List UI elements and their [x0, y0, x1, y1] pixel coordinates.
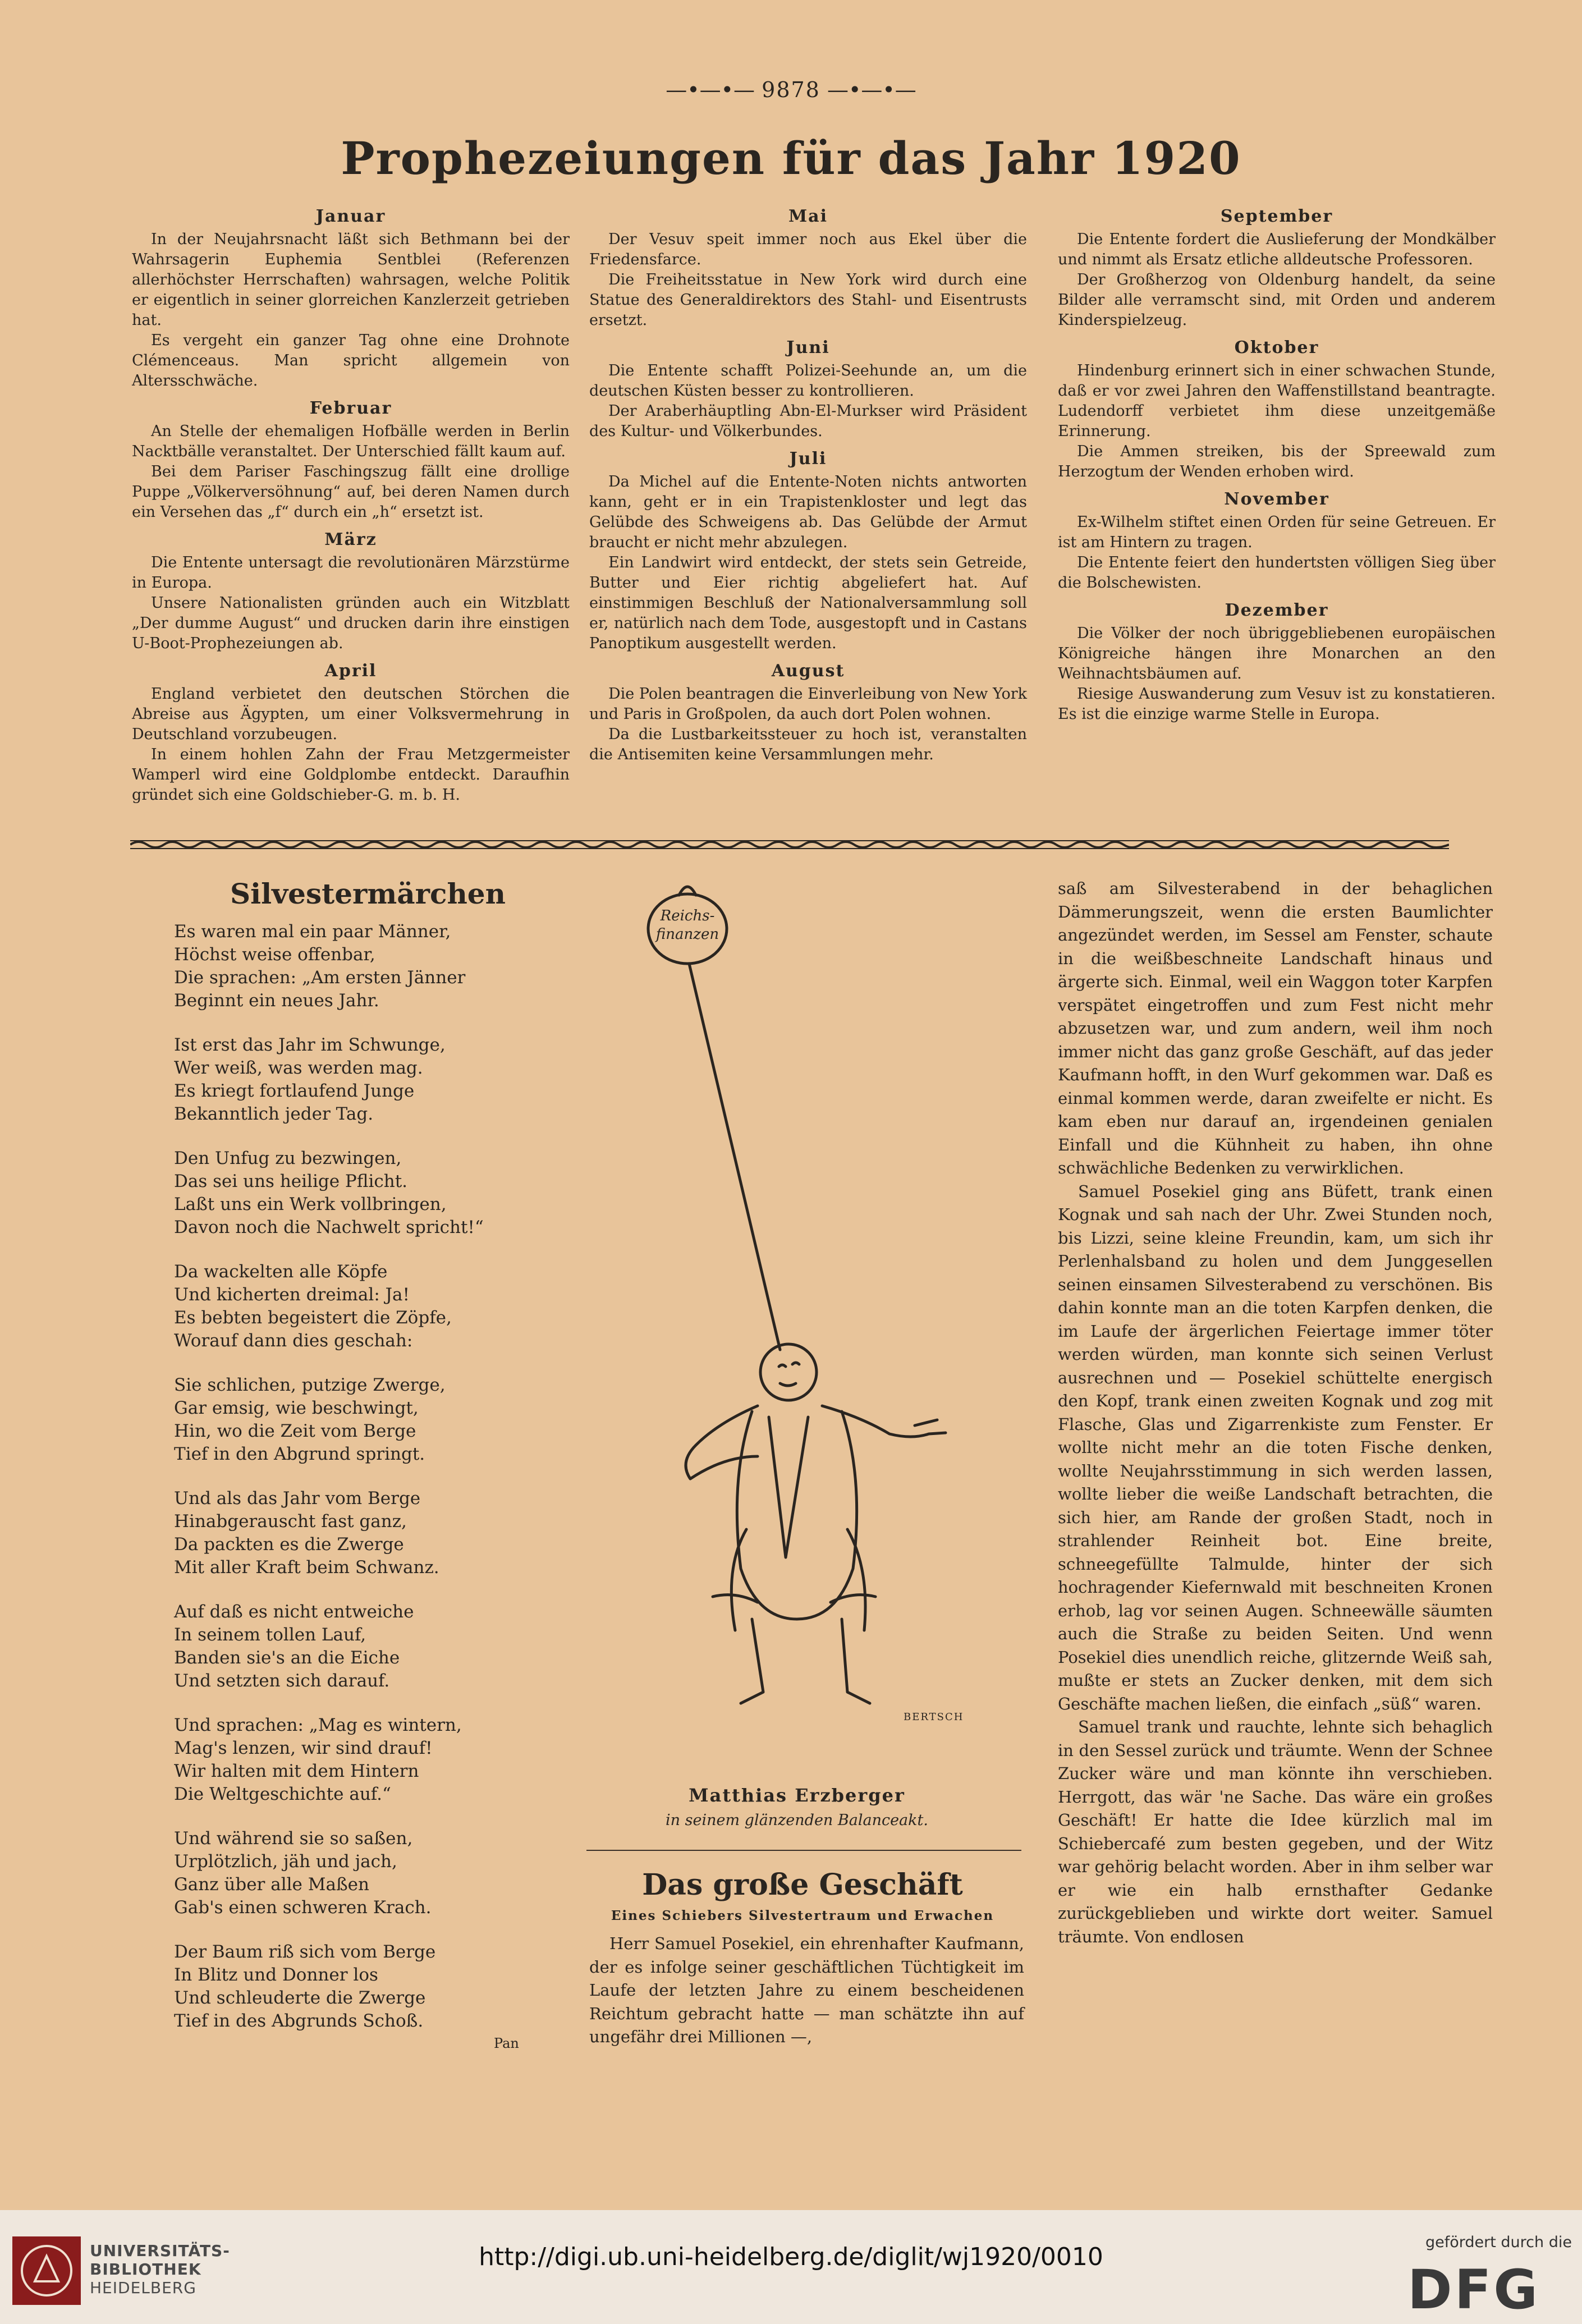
- balloon-text-2: finanzen: [655, 926, 719, 943]
- month-heading: August: [771, 661, 845, 681]
- artist-signature: BERTSCH: [904, 1711, 964, 1723]
- month-heading: Mai: [788, 207, 828, 226]
- month-february: Februar An Stelle der ehemaligen Hofbälle werden in Berlin Nacktbälle veranstaltet. Der Unterschied fällt kaum auf. Bei dem Pariser Faschingszug fällt eine drollige Puppe „Völkerversöhnung“ auf, bei deren Namen durch ein Versehen das „f“ durch ein „h“ ersetzt ist.: [132, 396, 570, 522]
- months-column-1: [132, 199, 570, 805]
- footer-bar: [0, 2210, 1582, 2324]
- month-heading: Dezember: [1225, 601, 1329, 620]
- poem-stanza: Und während sie so saßen, Urplötzlich, jäh und jach, Ganz über alle Maßen Gab's einen schweren Krach.: [174, 1828, 432, 1918]
- month-november: November Ex-Wilhelm stiftet einen Orden für seine Getreuen. Er ist am Hintern zu tragen. Die Entente feiert den hundertsten völligen Sieg über die Bolschewisten.: [1058, 487, 1496, 593]
- story-text-part-a: Herr Samuel Posekiel, ein ehrenhafter Kaufmann, der es infolge seiner geschäftlichen Tüchtigkeit im Laufe der letzten Jahre zu einem bescheidenen Reichtum gebracht hatte — man schätzte ihn auf ungefähr drei Millionen —,: [589, 1934, 1024, 2046]
- month-december: Dezember Die Völker der noch übriggebliebenen europäischen Königreiche hängen ihre Monarchen an den Weihnachtsbäumen auf. Riesige Auswanderung zum Vesuv ist zu konstatieren. Es ist die einzige warme Stelle in Europa.: [1058, 598, 1496, 725]
- month-may: Mai Der Vesuv speit immer noch aus Ekel über die Friedensfarce. Die Freiheitsstatue in New York wird durch eine Statue des Generaldirektors des Stahl- und Eisentrusts ersetzt.: [589, 204, 1027, 331]
- month-january: Januar In der Neujahrsnacht läßt sich Bethmann bei der Wahrsagerin Euphemia Sentblei (Referenzen allerhöchster Herrschaften) wahrsagen, welche Politik er eigentlich in seiner glorreichen Kanzlerzeit getrieben hat. Es vergeht ein ganzer Tag ohne eine Drohnote Clémenceaus. Man spricht allgemein von Altersschwäche.: [132, 204, 570, 391]
- poem-title: Silvestermärchen: [230, 877, 506, 910]
- month-heading: Februar: [309, 398, 392, 418]
- month-heading: April: [324, 661, 377, 681]
- university-library-name: UNIVERSITÄTS- BIBLIOTHEK HEIDELBERG: [90, 2242, 230, 2297]
- page-title: Prophezeiungen für das Jahr 1920: [341, 132, 1241, 185]
- month-heading: März: [324, 530, 377, 549]
- poem-stanza: Der Baum riß sich vom Berge In Blitz und Donner los Und schleuderte die Zwerge Tief in des Abgrunds Schoß.: [174, 1942, 436, 2031]
- month-heading: Juli: [789, 449, 827, 469]
- month-april: April England verbietet den deutschen Störchen die Abreise aus Ägypten, um einer Volksvermehrung in Deutschland vorzubeugen. In einem hohlen Zahn der Frau Metzgermeister Wamperl wird eine Goldplombe entdeckt. Daraufhin gründet sich eine Goldschieber-G. m. b. H.: [132, 658, 570, 805]
- poem-stanza: Sie schlichen, putzige Zwerge, Gar emsig, wie beschwingt, Hin, wo die Zeit vom Berge Tief in den Abgrund springt.: [174, 1375, 446, 1464]
- illustration-caption-subtitle: in seinem glänzenden Balanceakt.: [666, 1812, 928, 1829]
- ornamental-divider: [130, 837, 1449, 852]
- poem-stanza: Den Unfug zu bezwingen, Das sei uns heilige Pflicht. Laßt uns ein Werk vollbringen, Davon noch die Nachwelt spricht!“: [174, 1148, 484, 1237]
- poem-author: Pan: [494, 2036, 519, 2051]
- poem-stanza: Da wackelten alle Köpfe Und kicherten dreimal: Ja! Es bebten begeistert die Zöpfe, Worauf dann dies geschah:: [174, 1262, 452, 1351]
- dfg-logo: DFG: [1407, 2258, 1540, 2321]
- poem-stanza: Und sprachen: „Mag es wintern, Mag's lenzen, wir sind drauf! Wir halten mit dem Hintern Die Weltgeschichte auf.“: [174, 1715, 462, 1804]
- poem-stanza: Es waren mal ein paar Männer, Höchst weise offenbar, Die sprachen: „Am ersten Jänner Beginnt ein neues Jahr.: [174, 922, 466, 1011]
- story-text-part-b: saß am Silvesterabend in der behaglichen Dämmerungszeit, wenn die ersten Baumlichter angezündet werden, im Sessel am Fenster, schaute in die weißbeschneite Landschaft hinaus und ärgerte sich. Einmal, weil ein Waggon toter Karpfen verspätet eingetroffen und zum Fest nicht mehr abzusetzen war, und zum andern, weil ihm noch immer nicht das ganz große Geschäft, auf das jeder Kaufmann hofft, in den Wurf gekommen war. Daß es einmal kommen werde, daran zweifelte er nicht. Es kam eben nur darauf an, irgendeinen genialen Einfall und die Kühnheit zu haben, ihn ohne schwächliche Bedenken zu verwirklichen. Samuel Posekiel ging ans Büfett, trank einen Kognak und sah nach der Uhr. Zwei Stunden noch, bis Lizzi, seine kleine Freundin, kam, um sich ihr Perlenhalsband zu holen und dem Junggesellen seinen einsamen Silvesterabend zu verschönen. Bis dahin konnte man an die toten Karpfen denken, die im Laufe der ärgerlichen Feiertage immer töter werden würden, man konnte sich seinen Verlust ausrechnen und — Posekiel schüttelte energisch den Kopf, trank einen zweiten Kognak und zog mit Flasche, Glas und Zigarrenkiste zum Fenster. Er wollte nicht mehr an die toten Fische denken, wollte Neujahrsstimmung in sich werden lassen, wollte lieber die weiße Landschaft betrachten, die sich hier, am Rande der großen Stadt, noch in strahlender Reinheit bot. Eine breite, schneegefüllte Talmulde, hinter der sich hochragender Kiefernwald mit beschneiten Kronen erhob, lag vor seinen Augen. Schneewälle säumten auch die Straße zu beiden Seiten. Und wenn Posekiel dies unendlich reiche, glitzernde Weiß sah, mußte er stets an Zucker denken, mit dem sich Geschäfte machen ließen, die einfach „süß“ waren. Samuel trank und rauchte, lehnte sich behaglich in den Sessel zurück und träumte. Wenn der Schnee Zucker wäre und man könnte ihn verschieben. Herrgott, das wär 'ne Sache. Das wäre ein großes Geschäft! Er hatte die Idee kürzlich mal im Schiebercafé zum besten gegeben, und der Witz war gehörig belacht worden. Aber in ihm selber war er wie ein halb ernsthafter Gedanke zurückgeblieben und wirkte dort weiter. Samuel träumte. Von endlosen: [1058, 879, 1493, 1946]
- month-august: August Die Polen beantragen die Einverleibung von New York und Paris in Großpolen, da auch dort Polen wohnen. Da die Lustbarkeitssteuer zu hoch ist, veranstalten die Antisemiten keine Versammlungen mehr.: [589, 658, 1027, 765]
- page-number: —•—•— 9878 —•—•—: [666, 77, 916, 102]
- source-url-link[interactable]: http://digi.ub.uni-heidelberg.de/diglit/wj1920/0010: [479, 2243, 1103, 2271]
- funding-note: gefördert durch die: [1425, 2234, 1572, 2251]
- month-june: Juni Die Entente schafft Polizei-Seehunde an, um die deutschen Küsten besser zu kontrollieren. Der Araberhäuptling Abn-El-Murkser wird Präsident des Kultur- und Völkerbundes.: [589, 335, 1027, 442]
- erzberger-cartoon-illustration: [600, 867, 993, 1737]
- month-heading: Oktober: [1234, 338, 1319, 357]
- section-rule: [586, 1850, 1021, 1851]
- illustration-caption-title: Matthias Erzberger: [689, 1785, 905, 1806]
- month-july: Juli Da Michel auf die Entente-Noten nichts antworten kann, geht er in ein Trapistenkloster und legt das Gelübde des Schweigens ab. Das Gelübde der Armut braucht er nicht mehr abzulegen. Ein Landwirt wird entdeckt, der stets sein Getreide, Butter und Eier richtig abgeliefert hat. Auf einstimmigen Beschluß der Nationalversammlung soll er, natürlich nach dem Tode, ausgestopft und in Castans Panoptikum ausgestellt werden.: [589, 446, 1027, 654]
- poem: [174, 920, 533, 2054]
- poem-stanza: Und als das Jahr vom Berge Hinabgerauscht fast ganz, Da packten es die Zwerge Mit aller Kraft beim Schwanz.: [174, 1488, 439, 1578]
- balloon-text-1: Reichs-: [660, 907, 715, 924]
- story-subtitle: Eines Schiebers Silvestertraum und Erwachen: [611, 1908, 994, 1923]
- month-heading: Juni: [786, 338, 830, 357]
- month-heading: September: [1220, 207, 1333, 226]
- month-heading: November: [1224, 489, 1329, 509]
- poem-stanza: Ist erst das Jahr im Schwunge, Wer weiß, was werden mag. Es kriegt fortlaufend Junge Bekanntlich jeder Tag.: [174, 1035, 446, 1124]
- story-title: Das große Geschäft: [642, 1868, 963, 1902]
- poem-stanza: Auf daß es nicht entweiche In seinem tollen Lauf, Banden sie's an die Eiche Und setzten sich darauf.: [174, 1602, 414, 1691]
- month-september: September Die Entente fordert die Auslieferung der Mondkälber und nimmt als Ersatz etliche alldeutsche Professoren. Der Großherzog von Oldenburg handelt, da seine Bilder alle verramscht sind, mit Orden und anderem Kinderspielzeug.: [1058, 204, 1496, 331]
- month-march: März Die Entente untersagt die revolutionären Märzstürme in Europa. Unsere Nationalisten gründen auch ein Witzblatt „Der dumme August“ und drucken darin ihre einstigen U-Boot-Prophezeiungen ab.: [132, 527, 570, 654]
- months-column-3: [1058, 199, 1496, 725]
- month-heading: Januar: [315, 207, 386, 226]
- months-column-2: [589, 199, 1027, 765]
- month-october: Oktober Hindenburg erinnert sich in einer schwachen Stunde, daß er vor zwei Jahren den Waffenstillstand beantragte. Ludendorff verbietet ihm diese unzeitgemäße Erinnerung. Die Ammen streiken, bis der Spreewald zum Herzogtum der Wenden erhoben wird.: [1058, 335, 1496, 482]
